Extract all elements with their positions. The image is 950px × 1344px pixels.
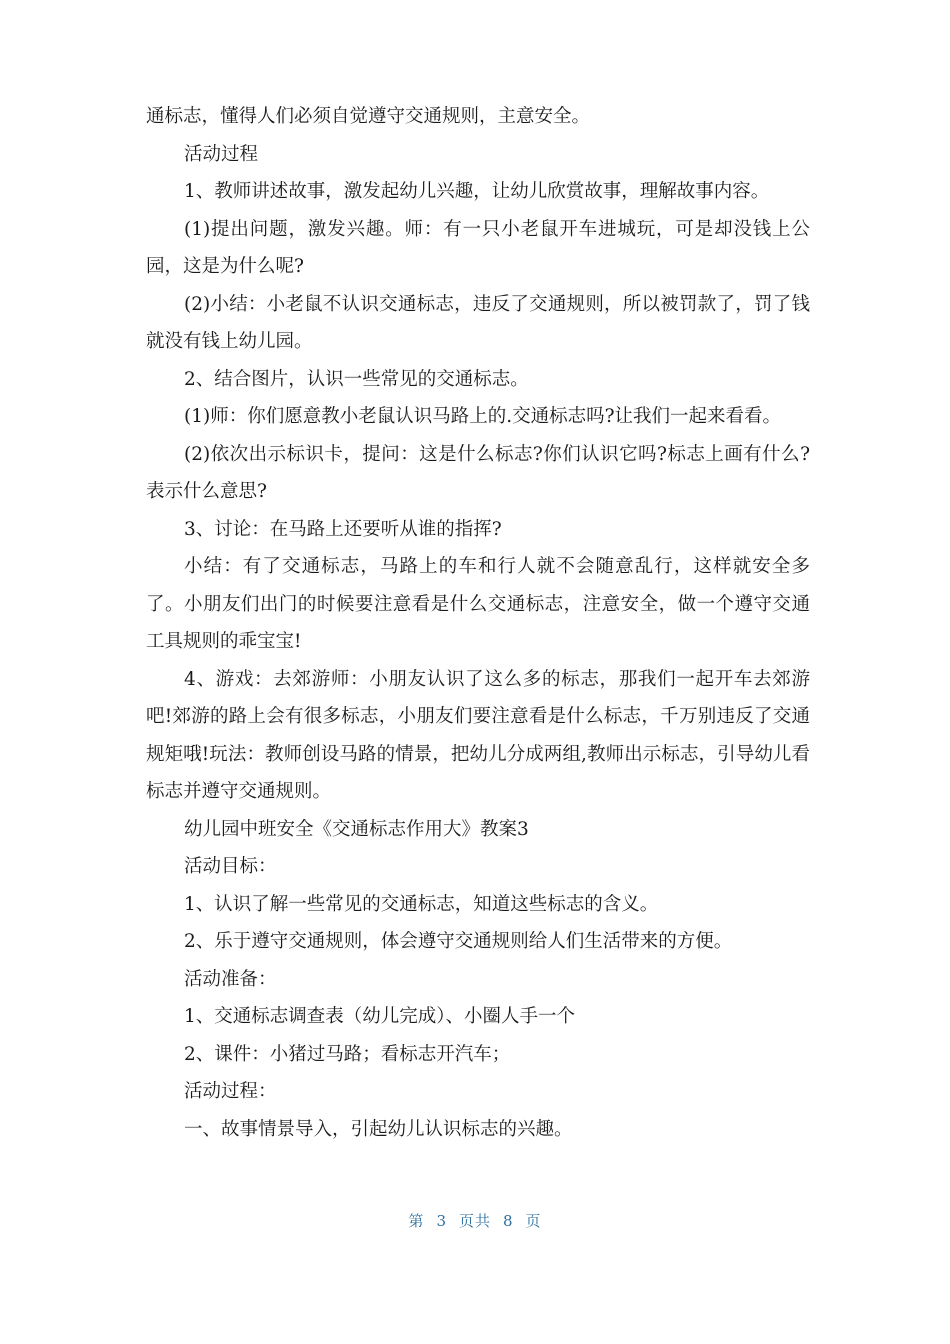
- paragraph: 3、讨论：在马路上还要听从谁的指挥?: [184, 518, 502, 540]
- paragraph: 4、游戏：去郊游师：小朋友认识了这么多的标志，那我们一起开车去郊游吧!郊游的路上会有很多标志，小朋友们要注意看是什么标志，千万别违反了交通规矩哦!玩法：教师创设马路的情景，把幼儿分成两组,教师出示标志，引导幼儿看标志并遵守交通规则。: [146, 668, 811, 802]
- footer-suffix: 页: [525, 1212, 542, 1230]
- section-heading: 活动过程：: [184, 1081, 277, 1102]
- current-page-number: 3: [436, 1212, 447, 1230]
- paragraph: 小结：有了交通标志，马路上的车和行人就不会随意乱行，这样就安全多了。小朋友们出门的时候要注意看是什么交通标志，注意安全，做一个遵守交通工具规则的乖宝宝!: [146, 556, 810, 652]
- paragraph: 1、认识了解一些常见的交通标志，知道这些标志的含义。: [184, 893, 659, 915]
- paragraph: 1、交通标志调查表（幼儿完成）、小圈人手一个: [184, 1006, 576, 1027]
- total-page-count: 8: [503, 1212, 514, 1230]
- section-title: 幼儿园中班安全《交通标志作用大》教案3: [184, 818, 529, 840]
- page-number-footer: [0, 1210, 950, 1231]
- section-heading: 活动目标：: [184, 856, 277, 877]
- section-heading: 活动过程: [184, 143, 259, 165]
- paragraph: 2、乐于遵守交通规则，体会遵守交通规则给人们生活带来的方便。: [184, 931, 733, 952]
- paragraph: (2)小结：小老鼠不认识交通标志，违反了交通规则，所以被罚款了，罚了钱就没有钱上幼儿园。: [146, 293, 810, 352]
- paragraph: 一、故事情景导入，引起幼儿认识标志的兴趣。: [184, 1118, 573, 1140]
- paragraph: (1)提出问题，激发兴趣。师：有一只小老鼠开车进城玩，可是却没钱上公园，这是为什么呢?: [146, 218, 810, 277]
- paragraph: 2、结合图片，认识一些常见的交通标志。: [184, 368, 529, 390]
- paragraph: (1)师：你们愿意教小老鼠认识马路上的.交通标志吗?让我们一起来看看。: [184, 406, 782, 427]
- paragraph: 2、课件：小猪过马路；看标志开汽车；: [184, 1043, 511, 1065]
- footer-prefix: 第: [408, 1212, 425, 1230]
- document-body: [146, 98, 810, 1148]
- section-heading: 活动准备：: [184, 968, 277, 990]
- paragraph: 通标志，懂得人们必须自觉遵守交通规则，主意安全。: [146, 106, 591, 127]
- footer-middle: 页共: [458, 1212, 491, 1230]
- paragraph: 1、教师讲述故事，激发起幼儿兴趣，让幼儿欣赏故事，理解故事内容。: [184, 181, 770, 202]
- paragraph: (2)依次出示标识卡，提问：这是什么标志?你们认识它吗?标志上画有什么?表示什么意思?: [146, 443, 810, 502]
